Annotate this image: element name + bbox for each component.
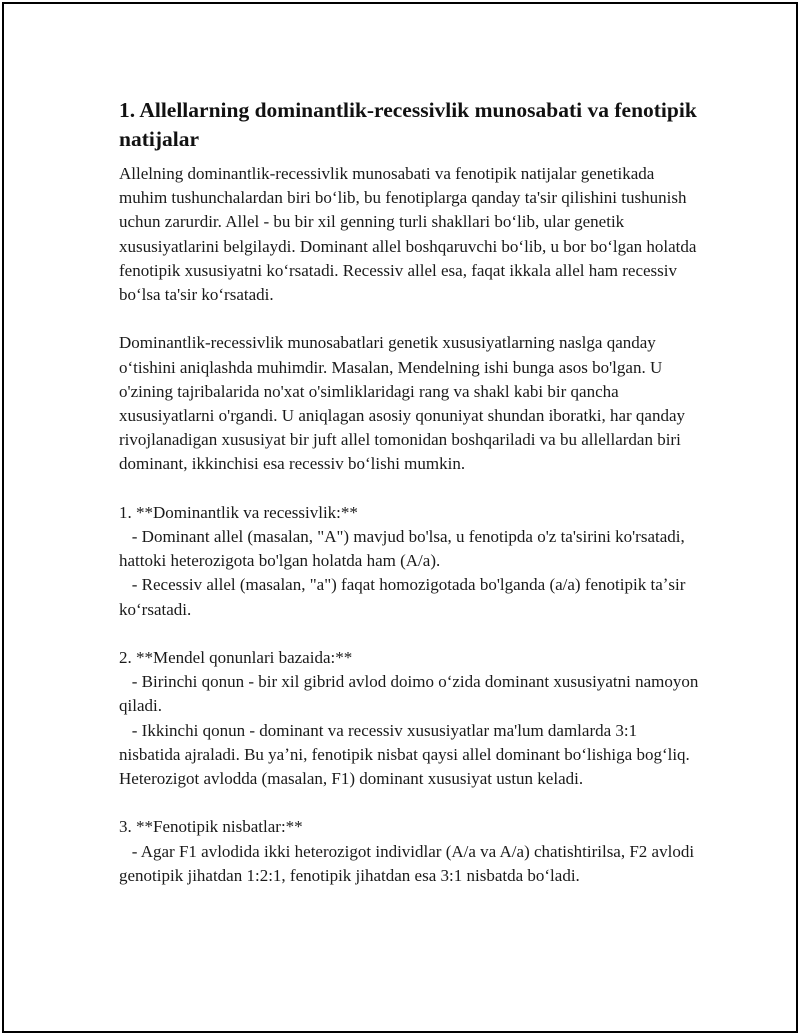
paragraph-intro: Allelning dominantlik-recessivlik munosabati va fenotipik natijalar genetikada muhim tushunchalardan biri boʻlib, bu fenotiplarga qanday ta'sir qilishini tushunish uchun zarurdir. Allel - bu bir xil genning turli shakllari boʻlib, ular genetik xususiyatlarini belgilaydi. Dominant allel boshqaruvchi boʻlib, u bor boʻlgan holatda fenotipik xususiyatni koʻrsatadi. Recessiv allel esa, faqat ikkala allel ham recessiv boʻlsa ta'sir koʻrsatadi. (119, 164, 701, 305)
list-section-phenotypic-ratios: 3. **Fenotipik nisbatlar:** - Agar F1 avlodida ikki heterozigot individlar (A/a va A/a) chatishtirilsa, F2 avlodi genotipik jihatdan 1:2:1, fenotipik jihatdan esa 3:1 nisbatda boʻladi. (119, 817, 695, 885)
paragraph-mendel: Dominantlik-recessivlik munosabatlari genetik xususiyatlarning naslga qanday oʻtishini aniqlashda muhimdir. Masalan, Mendelning ishi bunga asos bo'lgan. U o'zining tajribalarida no'xat o'simliklaridagi rang va shakl kabi bir qancha xususiyatlarni o'rgandi. U aniqlagan asosiy qonuniyat shundan iboratki, har qanday rivojlanadigan xususiyat bir juft allel tomonidan boshqariladi va bu allellardan biri dominant, ikkinchisi esa recessiv boʻlishi mumkin. (119, 333, 690, 474)
paragraph-gap (119, 307, 699, 331)
page-frame (2, 2, 798, 1033)
paragraph-gap (119, 477, 699, 501)
paragraph-gap (119, 622, 699, 646)
list-section-mendel-laws: 2. **Mendel qonunlari bazaida:** - Birinchi qonun - bir xil gibrid avlod doimo oʻzida dominant xususiyatni namoyon qiladi. - Ikkinchi qonun - dominant va recessiv xususiyatlar ma'lum damlarda 3:1 nisbatida ajraladi. Bu yaʼni, fenotipik nisbat qaysi allel dominant boʻlishiga bogʻliq. Heterozigot avlodda (masalan, F1) dominant xususiyat ustun keladi. (119, 648, 699, 789)
document-body (119, 96, 699, 888)
list-section-dominance: 1. **Dominantlik va recessivlik:** - Dominant allel (masalan, "A") mavjud bo'lsa, u fenotipda o'z ta'sirini ko'rsatadi, hattoki heterozigota bo'lgan holatda ham (A/a). - Recessiv allel (masalan, "a") faqat homozigotada bo'lganda (a/a) fenotipik taʼsir koʻrsatadi. (119, 502, 686, 619)
paragraph-gap (119, 791, 699, 815)
document-title: 1. Allellarning dominantlik-recessivlik munosabati va fenotipik natijalar (119, 98, 697, 151)
